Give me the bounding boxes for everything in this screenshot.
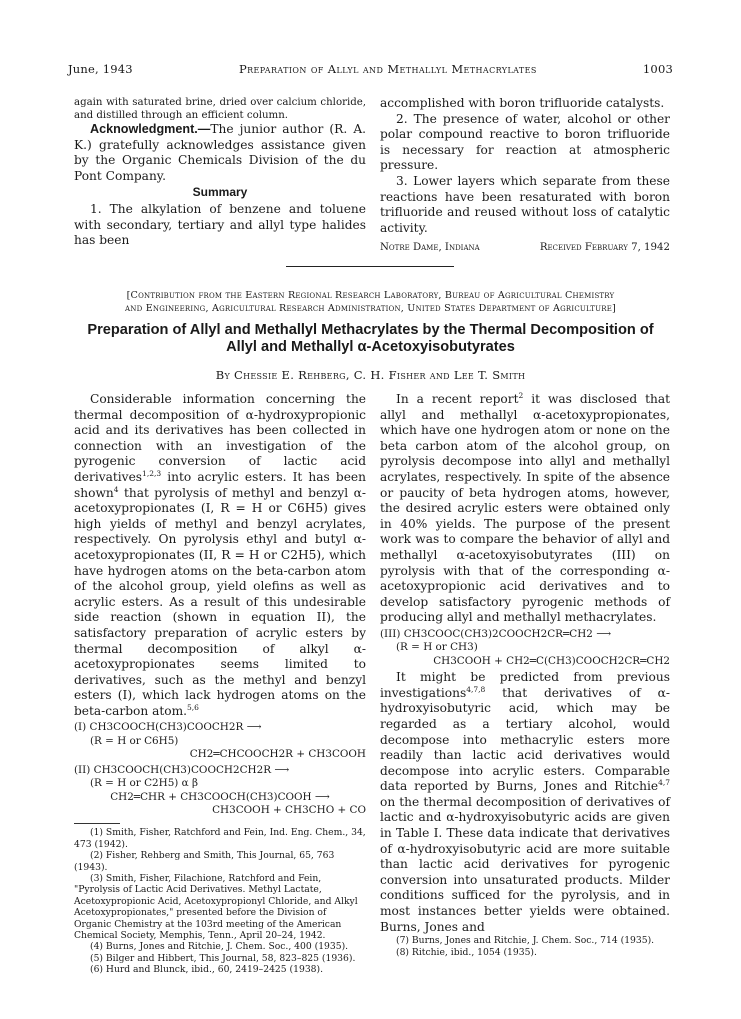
citation-sup: 4 <box>113 484 119 494</box>
summary-item-2: 2. The presence of water, alcohol or other polar compound reactive to boron trifluoride is necessary for reaction at atmospheric pressure. <box>380 111 670 173</box>
prediction-paragraph <box>380 670 670 935</box>
footnote-6: (6) Hurd and Blunck, ibid., 60, 2419–2425 (1938). <box>90 964 324 976</box>
citation-sup: 4,7,8 <box>466 684 486 694</box>
intro-paragraph <box>74 392 366 719</box>
contribution-line-1: [Contribution from the Eastern Regional Research Laboratory, Bureau of Agricultural Chemistry <box>126 290 615 301</box>
main-left-column <box>74 392 366 976</box>
equation-I-line-3: CH2═CHCOOCH2R + CH3COOH <box>189 748 366 761</box>
prediction-text-a: It might be predicted from previous investigations <box>380 670 670 700</box>
acknowledgment-heading: Acknowledgment.— <box>90 122 211 136</box>
prediction-text-c: on the thermal decomposition of derivatives of lactic and α-hydroxyisobutyric acids are given in Table I. These data indicate that derivatives of α-hydroxyisobutyric acid are more suitable than lactic acid derivatives for pyrogenic conversion into unsaturated products. Milder conditions sufficed for the pyrolysis, and in most instances better yields were obtained. Burns, Jones and <box>380 794 670 934</box>
intro-text-b: into acrylic esters. It has been shown <box>74 469 366 500</box>
main-right-column <box>380 392 670 958</box>
intro-text-c: that pyrolysis of methyl and benzyl α-acetoxypropionates (I, R = H or C6H5) gives high yields of methyl and benzyl acrylates, respectively. On pyrolysis ethyl and butyl α-acetoxypropionates (II, R = H or C2H5), which have hydrogen atoms on the beta-carbon atom of the alcohol group, yield olefins as well as acrylic esters. As a result of this undesirable side reaction (shown in equation II), the satisfactory preparation of acrylic esters by thermal decomposition of alkyl α-acetoxypropionates seems limited to derivatives, such as the methyl and benzyl esters (I), which lack hydrogen atoms on the beta-carbon atom. <box>74 485 366 718</box>
running-head <box>68 62 673 78</box>
equation-I-line-1: (I) CH3COOCH(CH3)COOCH2R ⟶ <box>74 721 262 734</box>
equation-III <box>380 628 670 668</box>
signature-line <box>380 240 670 256</box>
footnote-4: (4) Burns, Jones and Ritchie, J. Chem. Soc., 400 (1935). <box>90 941 349 953</box>
equation-II-line-2: (R = H or C2H5) α β <box>90 777 198 790</box>
equation-III-line-3: CH3COOH + CH2═C(CH3)COOCH2CR═CH2 <box>433 654 670 667</box>
citation-sup: 4,7 <box>658 778 670 788</box>
equation-II <box>74 764 366 818</box>
footnote-2: (2) Fisher, Rehberg and Smith, This Journal, 65, 763 (1943). <box>74 850 335 873</box>
purpose-paragraph <box>380 392 670 626</box>
contribution-line-2: and Engineering, Agricultural Research Administration, United States Department of Agriculture] <box>125 302 616 314</box>
summary-item-1: 1. The alkylation of benzene and toluene with secondary, tertiary and allyl type halides has been <box>74 201 366 248</box>
footnote-1: (1) Smith, Fisher, Ratchford and Fein, Ind. Eng. Chem., 34, 473 (1942). <box>74 827 366 850</box>
contribution-note <box>82 290 659 315</box>
summary-heading: Summary <box>192 185 248 200</box>
equation-III-line-1: (III) CH3COOC(CH3)2COOCH2CR═CH2 ⟶ <box>380 627 612 640</box>
citation-sup: 5,6 <box>187 702 199 712</box>
citation-sup: 1,2,3 <box>142 468 162 478</box>
article-separator-rule <box>286 266 454 267</box>
summary-item-3: 3. Lower layers which separate from these reactions have been resaturated with boron trifluoride and reused without loss of catalytic activity. <box>380 173 670 235</box>
prev-article-right-column <box>380 96 670 256</box>
page-number: 1003 <box>642 62 673 76</box>
footnote-7: (7) Burns, Jones and Ritchie, J. Chem. Soc., 714 (1935). <box>396 935 655 947</box>
summary-item-1-continued: accomplished with boron trifluoride catalysts. <box>380 96 665 110</box>
signature-received: Received February 7, 1942 <box>539 242 670 254</box>
citation-sup: 2 <box>518 390 524 400</box>
equation-III-line-2: (R = H or CH3) <box>396 641 478 654</box>
footnote-5: (5) Bilger and Hibbert, This Journal, 58, 823–825 (1936). <box>90 952 356 964</box>
equation-I-line-2: (R = H or C6H5) <box>90 734 179 747</box>
article-title-line-1: Preparation of Allyl and Methallyl Methacrylates by the Thermal Decomposition of <box>87 322 654 338</box>
byline: By Chessie E. Rehberg, C. H. Fisher and Lee T. Smith <box>215 368 526 382</box>
article-title <box>70 322 671 356</box>
running-title: Preparation of Allyl and Methallyl Methacrylates <box>238 62 537 76</box>
footnote-8: (8) Ritchie, ibid., 1054 (1935). <box>396 946 537 958</box>
equation-II-line-3: CH2═CHR + CH3COOCH(CH3)COOH ⟶ <box>110 790 330 803</box>
footnote-rule <box>74 823 120 824</box>
footnote-3: (3) Smith, Fisher, Filachione, Ratchford and Fein, "Pyrolysis of Lactic Acid Derivatives. Methyl Lactate, Acetoxypropionic Acid, Acetoxypropionyl Chloride, and Alkyl Acetoxypropionates," presented before the Division of Organic Chemistry at the 103rd meeting of the American Chemical Society, Memphis, Tenn., April 20–24, 1942. <box>74 872 358 941</box>
article-title-line-2: Allyl and Methallyl α-Acetoxyisobutyrates <box>226 339 515 355</box>
acknowledgment-text: The junior author (R. A. K.) gratefully acknowledges assistance given by the Organic Chemicals Division of the du Pont Company. <box>74 122 366 183</box>
signature-place: Notre Dame, Indiana <box>380 242 480 254</box>
prev-article-paragraph: again with saturated brine, dried over calcium chloride, and distilled through an efficient column. <box>74 97 366 121</box>
purpose-text-a: In a recent report <box>396 392 519 406</box>
intro-text-a: Considerable information concerning the thermal decomposition of α-hydroxypropionic acid and its derivatives has been collected in connection with an investigation of the pyrogenic conversion of lactic acid derivatives <box>74 392 366 484</box>
purpose-text-b: it was disclosed that allyl and methallyl α-acetoxypropionates, which have one hydrogen atom or none on the beta carbon atom of the alcohol group, on pyrolysis decompose into allyl and methallyl acrylates, respectively. In spite of the absence or paucity of beta hydrogen atoms, however, the desired acrylic esters were obtained only in 40% yields. The purpose of the present work was to compare the behavior of allyl and methallyl α-acetoxyisobutyrates (III) on pyrolysis with that of the corresponding α-acetoxypropionic acid derivatives and to develop satisfactory pyrogenic methods of producing allyl and methallyl methacrylates. <box>380 392 670 625</box>
equation-II-line-4: CH3COOH + CH3CHO + CO <box>212 803 366 816</box>
equation-II-line-1: (II) CH3COOCH(CH3)COOCH2CH2R ⟶ <box>74 763 290 776</box>
prediction-text-b: that derivatives of α-hydroxyisobutyric acid, which may be regarded as a tertiary alcohol, would decompose into methacrylic esters more readily than lactic acid derivatives would decompose into acrylic esters. Comparable data reported by Burns, Jones and Ritchie <box>380 685 670 794</box>
issue-date: June, 1943 <box>68 62 133 76</box>
equation-I <box>74 721 366 761</box>
acknowledgment <box>74 122 366 184</box>
prev-article-left-column <box>74 96 366 249</box>
